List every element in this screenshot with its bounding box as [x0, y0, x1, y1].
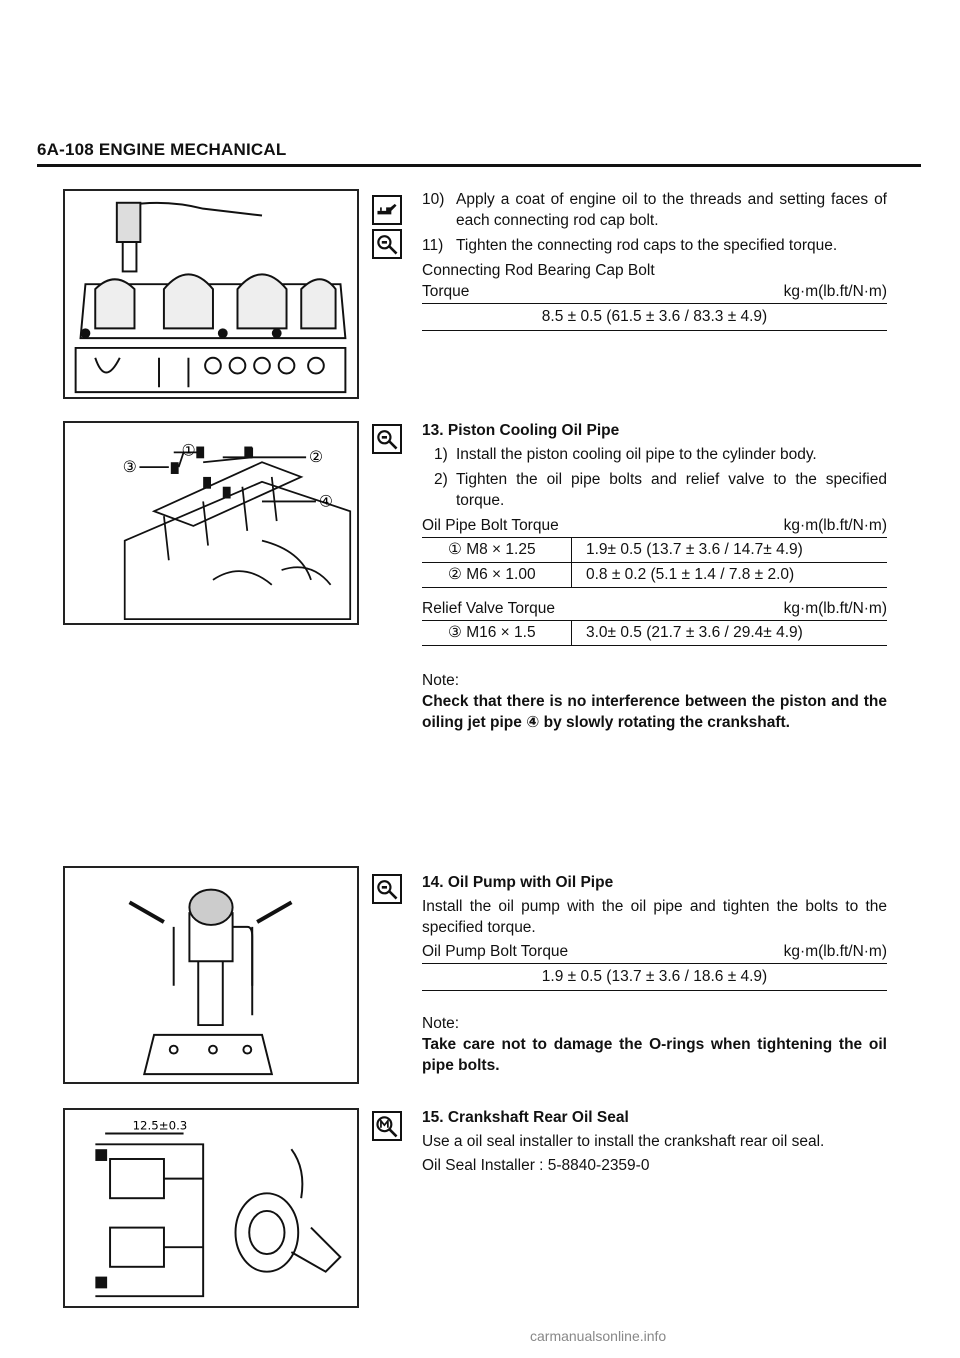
spec-unit: kg·m(lb.ft/N·m)	[783, 517, 887, 534]
step-10	[422, 189, 887, 231]
spec-unit: kg·m(lb.ft/N·m)	[783, 283, 887, 300]
step-2	[422, 469, 887, 511]
figure-rear-oil-seal	[63, 1108, 359, 1308]
note-label: Note:	[422, 672, 460, 689]
spec-row	[422, 621, 887, 646]
header-rule	[37, 164, 921, 167]
section-text: Use a oil seal installer to install the crankshaft rear oil seal.	[422, 1133, 825, 1150]
bolt-size: ① M8 × 1.25	[422, 538, 572, 562]
spec-label: Oil Pipe Bolt Torque	[422, 517, 559, 534]
callout-3: ③	[122, 457, 137, 477]
spec-label: Oil Pump Bolt Torque	[422, 943, 569, 960]
section-connecting-rod	[422, 189, 887, 331]
section-title: 14. Oil Pump with Oil Pipe	[422, 874, 614, 891]
spec-unit: kg·m(lb.ft/N·m)	[783, 600, 887, 617]
spec-label: Relief Valve Torque	[422, 600, 555, 617]
note-text: Take care not to damage the O-rings when tightening the oil pipe bolts.	[422, 1036, 887, 1074]
step-text: Tighten the oil pipe bolts and relief valve to the specified torque.	[456, 471, 887, 509]
step-text: Apply a coat of engine oil to the threads and setting faces of each connecting rod cap bolt.	[456, 191, 887, 229]
torque-wrench-icon	[372, 424, 402, 454]
tool-number: Oil Seal Installer : 5-8840-2359-0	[422, 1157, 650, 1174]
spec-value: 1.9 ± 0.5 (13.7 ± 3.6 / 18.6 ± 4.9)	[422, 964, 887, 991]
step-11	[422, 235, 887, 256]
callout-4: ④	[318, 491, 333, 511]
spec-header	[422, 598, 887, 621]
spec-unit: kg·m(lb.ft/N·m)	[783, 943, 887, 960]
section-text: Install the oil pump with the oil pipe and tighten the bolts to the specified torque.	[422, 898, 887, 936]
spec-row	[422, 563, 887, 588]
bolt-size: ③ M16 × 1.5	[422, 621, 572, 645]
step-number: 1)	[434, 446, 448, 463]
spec-title: Connecting Rod Bearing Cap Bolt	[422, 262, 655, 279]
step-number: 11)	[422, 237, 444, 254]
step-text: Install the piston cooling oil pipe to the cylinder body.	[456, 446, 817, 463]
spec-header	[422, 281, 887, 304]
spec-header	[422, 515, 887, 538]
bolt-size: ② M6 × 1.00	[422, 563, 572, 587]
step-number: 2)	[434, 471, 448, 488]
callout-2: ②	[309, 447, 324, 467]
torque-value: 0.8 ± 0.2 (5.1 ± 1.4 / 7.8 ± 2.0)	[586, 566, 795, 583]
section-rear-oil-seal	[422, 1107, 887, 1176]
rear-seal-illustration	[65, 1110, 357, 1306]
oil-pipe-illustration	[65, 423, 357, 623]
step-1	[422, 444, 887, 465]
spec-row	[422, 538, 887, 563]
page-header-title: 6A-108 ENGINE MECHANICAL	[37, 140, 287, 159]
note-text: Check that there is no interference between the piston and the oiling jet pipe ④ by slowly rotating the crankshaft.	[422, 693, 887, 731]
section-title: 13. Piston Cooling Oil Pipe	[422, 422, 620, 439]
torque-wrench-icon	[372, 229, 402, 259]
oil-pump-illustration	[65, 868, 357, 1082]
spec-label: Torque	[422, 283, 470, 300]
spec-value: 8.5 ± 0.5 (61.5 ± 3.6 / 83.3 ± 4.9)	[422, 304, 887, 331]
figure-oil-pump	[63, 866, 359, 1084]
callout-1: ①	[181, 440, 196, 460]
spec-header	[422, 941, 887, 964]
torque-value: 3.0± 0.5 (21.7 ± 3.6 / 29.4± 4.9)	[586, 624, 803, 641]
section-title: 15. Crankshaft Rear Oil Seal	[422, 1109, 629, 1126]
oil-can-icon	[372, 195, 402, 225]
section-oil-pump	[422, 872, 887, 1076]
torque-value: 1.9± 0.5 (13.7 ± 3.6 / 14.7± 4.9)	[586, 541, 803, 558]
watermark: carmanualsonline.info	[530, 1328, 667, 1344]
figure-connecting-rod-torque	[63, 189, 359, 399]
section-piston-cooling-pipe	[422, 420, 887, 733]
step-text: Tighten the connecting rod caps to the specified torque.	[456, 237, 838, 254]
connecting-rod-illustration	[65, 191, 357, 397]
torque-wrench-icon	[372, 874, 402, 904]
figure-piston-cooling-pipe	[63, 421, 359, 625]
special-tool-icon	[372, 1111, 402, 1141]
dimension-label: 12.5±0.3	[132, 1118, 188, 1133]
note-label: Note:	[422, 1015, 460, 1032]
step-number: 10)	[422, 191, 445, 208]
